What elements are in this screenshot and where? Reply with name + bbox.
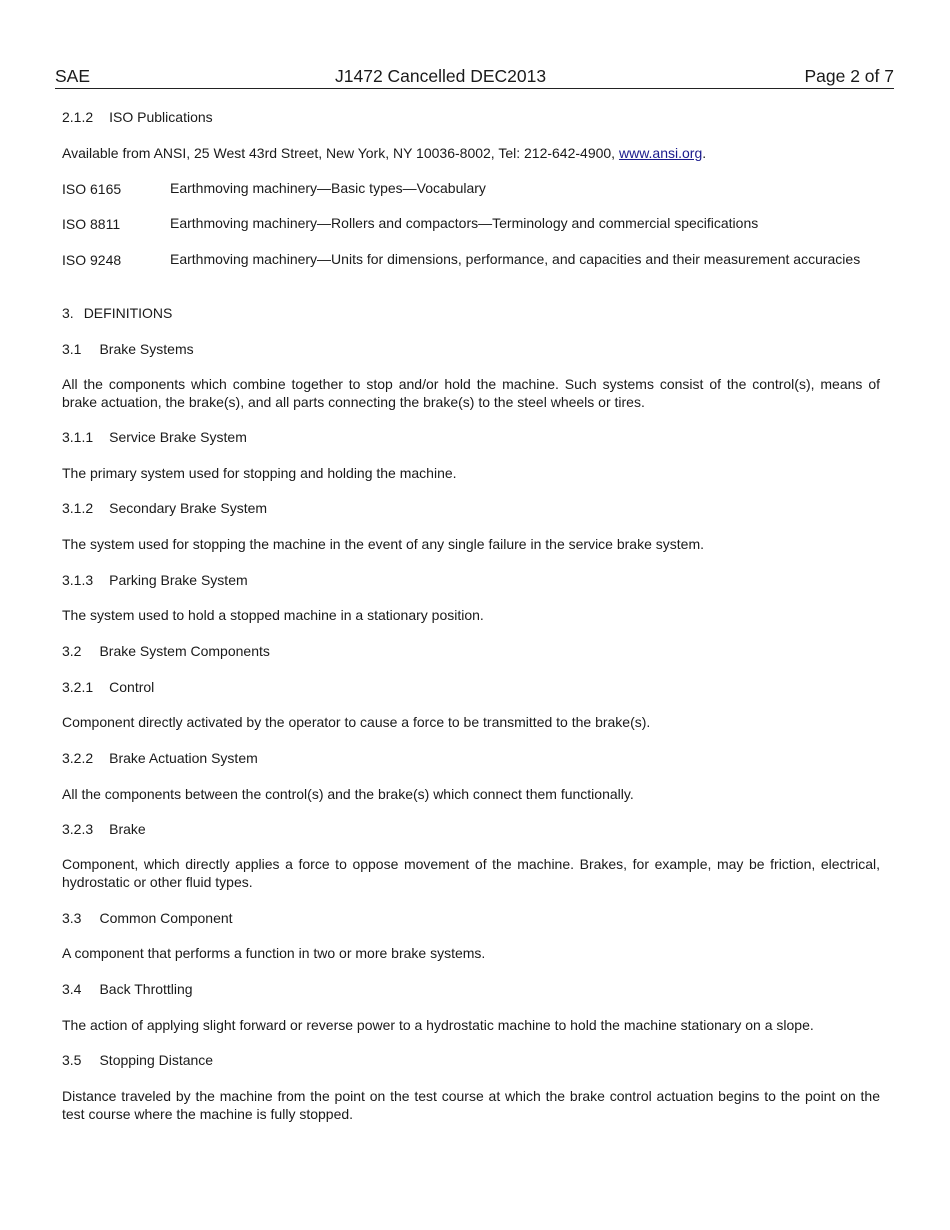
heading-title: Parking Brake System: [109, 572, 248, 588]
heading-number: 3.4: [62, 981, 82, 997]
heading-number: 3.1.1: [62, 429, 94, 445]
ref-id: ISO 9248: [62, 252, 122, 268]
heading-3-4: [62, 981, 193, 998]
paragraph: A component that performs a function in two or more brake systems.: [62, 945, 486, 961]
paragraph: The primary system used for stopping and holding the machine.: [62, 465, 457, 481]
heading-3-2-1: [62, 679, 154, 696]
heading-title: ISO Publications: [109, 109, 213, 125]
heading-title: DEFINITIONS: [83, 305, 173, 321]
heading-number: 3.1: [62, 341, 82, 357]
header-org: SAE: [55, 66, 91, 86]
heading-number: 3.: [62, 305, 74, 321]
heading-number: 3.5: [62, 1052, 82, 1068]
heading-number: 3.2.2: [62, 750, 94, 766]
heading-2-1-2: [62, 109, 213, 126]
heading-3-1-1: [62, 429, 247, 446]
heading-definitions: [62, 305, 172, 322]
heading-number: 3.3: [62, 910, 82, 926]
heading-title: Secondary Brake System: [109, 500, 268, 516]
ref-id: ISO 6165: [62, 181, 122, 197]
heading-3-2-3: [62, 821, 146, 838]
heading-number: 3.2.3: [62, 821, 94, 837]
heading-title: Service Brake System: [109, 429, 247, 445]
page-header: [55, 66, 894, 89]
availability-suffix: .: [702, 145, 707, 161]
ref-text: Earthmoving machinery—Basic types—Vocabulary: [170, 180, 486, 196]
header-doc-id: J1472 Cancelled DEC2013: [335, 66, 547, 86]
availability-prefix: Available from ANSI, 25 West 43rd Street, New York, NY 10036-8002, Tel: 212-642-4900,: [62, 145, 619, 161]
paragraph: Component directly activated by the operator to cause a force to be transmitted to the brake(s).: [62, 714, 651, 730]
heading-title: Brake: [109, 821, 146, 837]
heading-title: Stopping Distance: [99, 1052, 214, 1068]
paragraph: Distance traveled by the machine from the point on the test course at which the brake control actuation begins to the point on the test course where the machine is fully stopped.: [62, 1088, 880, 1122]
paragraph: The system used for stopping the machine in the event of any single failure in the service brake system.: [62, 536, 704, 552]
paragraph: All the components between the control(s) and the brake(s) which connect them functionally.: [62, 786, 634, 802]
heading-number: 3.1.2: [62, 500, 94, 516]
heading-number: 3.2.1: [62, 679, 94, 695]
heading-title: Brake Systems: [99, 341, 194, 357]
paragraph: The action of applying slight forward or reverse power to a hydrostatic machine to hold the machine stationary on a slope.: [62, 1017, 814, 1033]
heading-3-1-2: [62, 500, 267, 517]
header-page-number: Page 2 of 7: [804, 66, 894, 86]
ref-text: Earthmoving machinery—Rollers and compactors—Terminology and commercial specifications: [170, 215, 759, 231]
heading-title: Control: [109, 679, 155, 695]
availability-text: [62, 145, 706, 162]
heading-title: Back Throttling: [99, 981, 193, 997]
ansi-link[interactable]: www.ansi.org: [618, 145, 703, 161]
heading-title: Brake Actuation System: [109, 750, 258, 766]
ref-id: ISO 8811: [62, 216, 121, 232]
heading-number: 2.1.2: [62, 109, 94, 125]
paragraph: All the components which combine together to stop and/or hold the machine. Such systems consist of the control(s), means of brake actuation, the brake(s), and all parts connecting the brake(s) to the steel wheels or tires.: [62, 376, 880, 410]
heading-3-3: [62, 910, 233, 927]
heading-title: Common Component: [99, 910, 233, 926]
heading-number: 3.1.3: [62, 572, 94, 588]
heading-3-1: [62, 341, 194, 358]
ref-text: Earthmoving machinery—Units for dimensions, performance, and capacities and their measurement accuracies: [170, 251, 861, 267]
heading-number: 3.2: [62, 643, 82, 659]
heading-3-5: [62, 1052, 213, 1069]
heading-title: Brake System Components: [99, 643, 270, 659]
paragraph: The system used to hold a stopped machine in a stationary position.: [62, 607, 484, 623]
heading-3-2-2: [62, 750, 258, 767]
heading-3-1-3: [62, 572, 248, 589]
paragraph: Component, which directly applies a force to oppose movement of the machine. Brakes, for example, may be friction, electrical, hydrostatic or other fluid types.: [62, 856, 880, 890]
heading-3-2: [62, 643, 270, 660]
